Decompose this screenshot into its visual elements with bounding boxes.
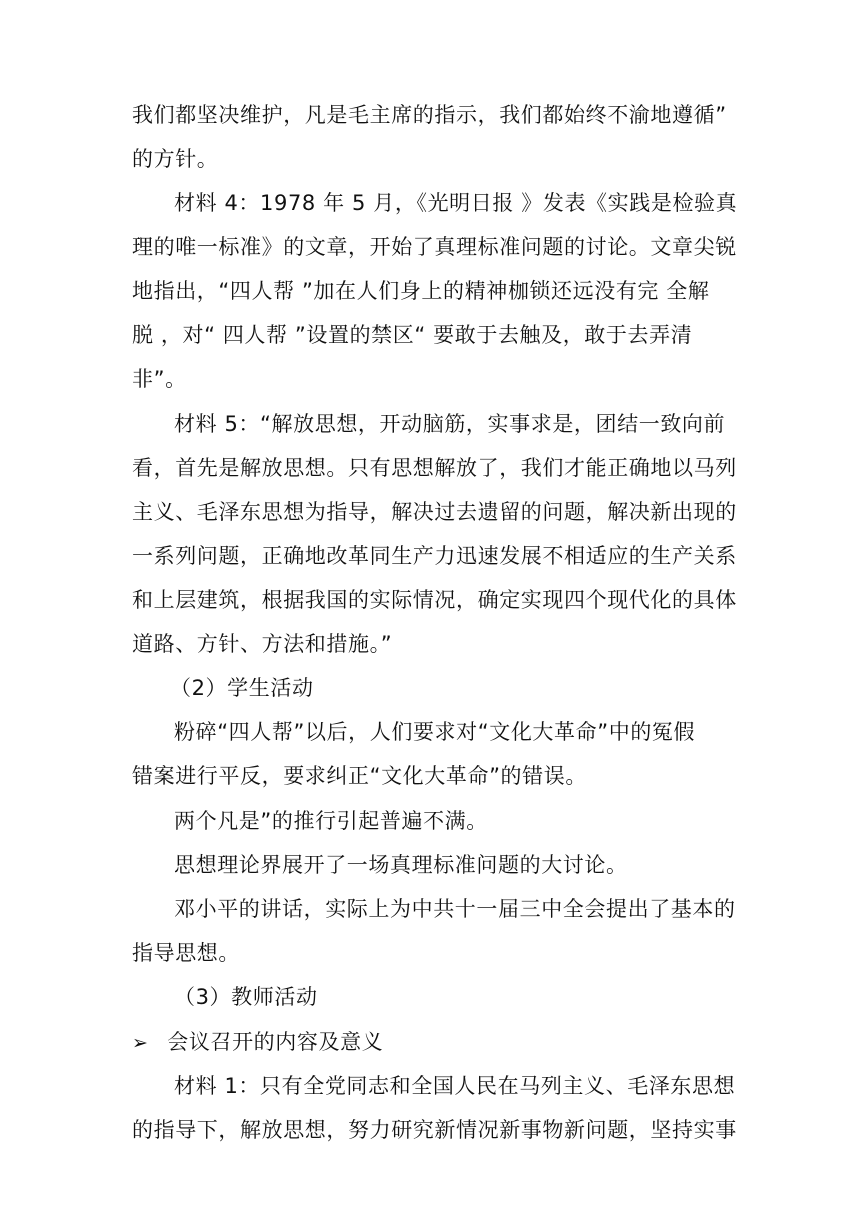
text-line: 材料 4：1978 年 5 月，《光明日报 》发表《实践是检验真: [174, 191, 738, 215]
text-line: 错案进行平反，要求纠正“文化大革命”的错误。: [132, 764, 587, 788]
bullet-item: [132, 1028, 383, 1057]
text-line: 指导思想。: [132, 941, 240, 965]
text-line: 思想理论界展开了一场真理标准问题的大讨论。: [174, 853, 628, 877]
text-line: 非”。: [132, 367, 187, 391]
text-line: 脱 ，对“ 四人帮 ”设置的禁区“ 要敢于去触及，敢于去弄清: [132, 323, 693, 347]
text-line: 粉碎“四人帮”以后，人们要求对“文化大革命”中的冤假: [174, 720, 696, 744]
text-line: 我们都坚决维护，凡是毛主席的指示，我们都始终不渝地遵循”: [132, 103, 727, 127]
text-line: 道路、方针、方法和措施。”: [132, 632, 393, 656]
text-line: 的方针。: [132, 147, 219, 171]
arrow-bullet-icon: ➢: [132, 1032, 149, 1054]
text-line: 理的唯一标准》的文章，开始了真理标准问题的讨论。文章尖锐: [132, 235, 737, 259]
text-line: 主义、毛泽东思想为指导，解决过去遗留的问题，解决新出现的: [132, 500, 737, 524]
text-line: 地指出，“四人帮 ”加在人们身上的精神枷锁还远没有完 全解: [132, 279, 710, 303]
text-line: 邓小平的讲话，实际上为中共十一届三中全会提出了基本的: [174, 897, 736, 921]
text-line: 看，首先是解放思想。只有思想解放了，我们才能正确地以马列: [132, 456, 737, 480]
text-line: 的指导下，解放思想，努力研究新情况新事物新问题，坚持实事: [132, 1118, 737, 1142]
bullet-text: 会议召开的内容及意义: [167, 1030, 384, 1054]
section-heading: （3）教师活动: [174, 985, 318, 1009]
text-line: 一系列问题，正确地改革同生产力迅速发展不相适应的生产关系: [132, 544, 737, 568]
text-line: 材料 5：“解放思想，开动脑筋，实事求是，团结一致向前: [174, 412, 726, 436]
text-line: 和上层建筑，根据我国的实际情况，确定实现四个现代化的具体: [132, 588, 737, 612]
text-line: 两个凡是”的推行引起普遍不满。: [174, 809, 488, 833]
text-line: 材料 1：只有全党同志和全国人民在马列主义、毛泽东思想: [174, 1074, 736, 1098]
section-heading: （2）学生活动: [170, 676, 314, 700]
